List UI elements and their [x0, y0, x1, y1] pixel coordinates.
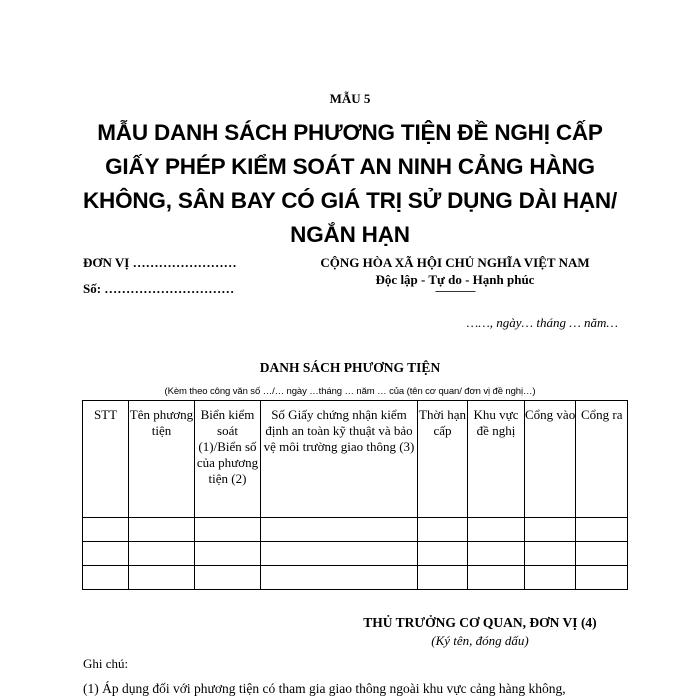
column-header-plate-number: Biển kiểm soát (1)/Biển số của phương tiện (2) [195, 401, 261, 518]
vehicle-list-table [82, 400, 628, 590]
table-cell [83, 566, 129, 590]
table-row [83, 566, 628, 590]
table-row [83, 518, 628, 542]
table-cell [195, 566, 261, 590]
table-cell [525, 542, 576, 566]
table-cell [576, 566, 628, 590]
column-header-requested-area: Khu vực đề nghị [468, 401, 525, 518]
table-cell [261, 518, 418, 542]
document-number-field: Số: ………………………… [83, 281, 235, 296]
unit-field: ĐƠN VỊ …………………… [83, 255, 237, 270]
table-cell [468, 542, 525, 566]
table-row [83, 542, 628, 566]
table-cell [129, 518, 195, 542]
table-cell [525, 566, 576, 590]
table-cell [261, 542, 418, 566]
column-header-entry-gate: Cổng vào [525, 401, 576, 518]
table-cell [129, 566, 195, 590]
form-label: MẪU 5 [329, 91, 371, 106]
table-cell [129, 542, 195, 566]
table-cell [418, 542, 468, 566]
column-header-stt: STT [83, 401, 129, 518]
column-header-vehicle-name: Tên phương tiện [129, 401, 195, 518]
national-title: CỘNG HÒA XÃ HỘI CHỦ NGHĨA VIỆT NAM [320, 255, 590, 270]
table-cell [195, 518, 261, 542]
column-header-validity-period: Thời hạn cấp [418, 401, 468, 518]
notes-heading: Ghi chú: [83, 656, 129, 671]
table-cell [418, 566, 468, 590]
note-item: (1) Áp dụng đối với phương tiện có tham gia giao thông ngoài khu vực cảng hàng không, [83, 681, 566, 696]
table-cell [468, 518, 525, 542]
list-title: DANH SÁCH PHƯƠNG TIỆN [259, 360, 441, 375]
document-title: MẪU DANH SÁCH PHƯƠNG TIỆN ĐỀ NGHỊ CẤP GIẤY PHÉP KIỂM SOÁT AN NINH CẢNG HÀNG KHÔNG, SÂN BAY CÓ GIÁ TRỊ SỬ DỤNG DÀI HẠN/ NGẮN HẠN [82, 120, 618, 247]
date-line: ……, ngày… tháng … năm… [466, 315, 618, 330]
signature-instruction: (Ký tên, đóng dấu) [431, 633, 529, 648]
signatory-title: THỦ TRƯỞNG CƠ QUAN, ĐƠN VỊ (4) [363, 615, 597, 630]
national-motto: Độc lập - Tự do - Hạnh phúc [375, 272, 535, 287]
column-header-inspection-certificate: Số Giấy chứng nhận kiểm định an toàn kỹ thuật và bảo vệ môi trường giao thông (3) [261, 401, 418, 518]
table-cell [525, 518, 576, 542]
table-header-row [83, 401, 628, 518]
table-cell [418, 518, 468, 542]
table-cell [195, 542, 261, 566]
motto-underline: --------------- [435, 285, 475, 297]
table-cell [261, 566, 418, 590]
table-cell [83, 542, 129, 566]
table-cell [576, 518, 628, 542]
column-header-exit-gate: Cổng ra [576, 401, 628, 518]
table-cell [576, 542, 628, 566]
table-cell [468, 566, 525, 590]
table-cell [83, 518, 129, 542]
attachment-reference: (Kèm theo công văn số …/… ngày …tháng … năm … của (tên cơ quan/ đơn vị đề nghị…) [164, 386, 536, 397]
